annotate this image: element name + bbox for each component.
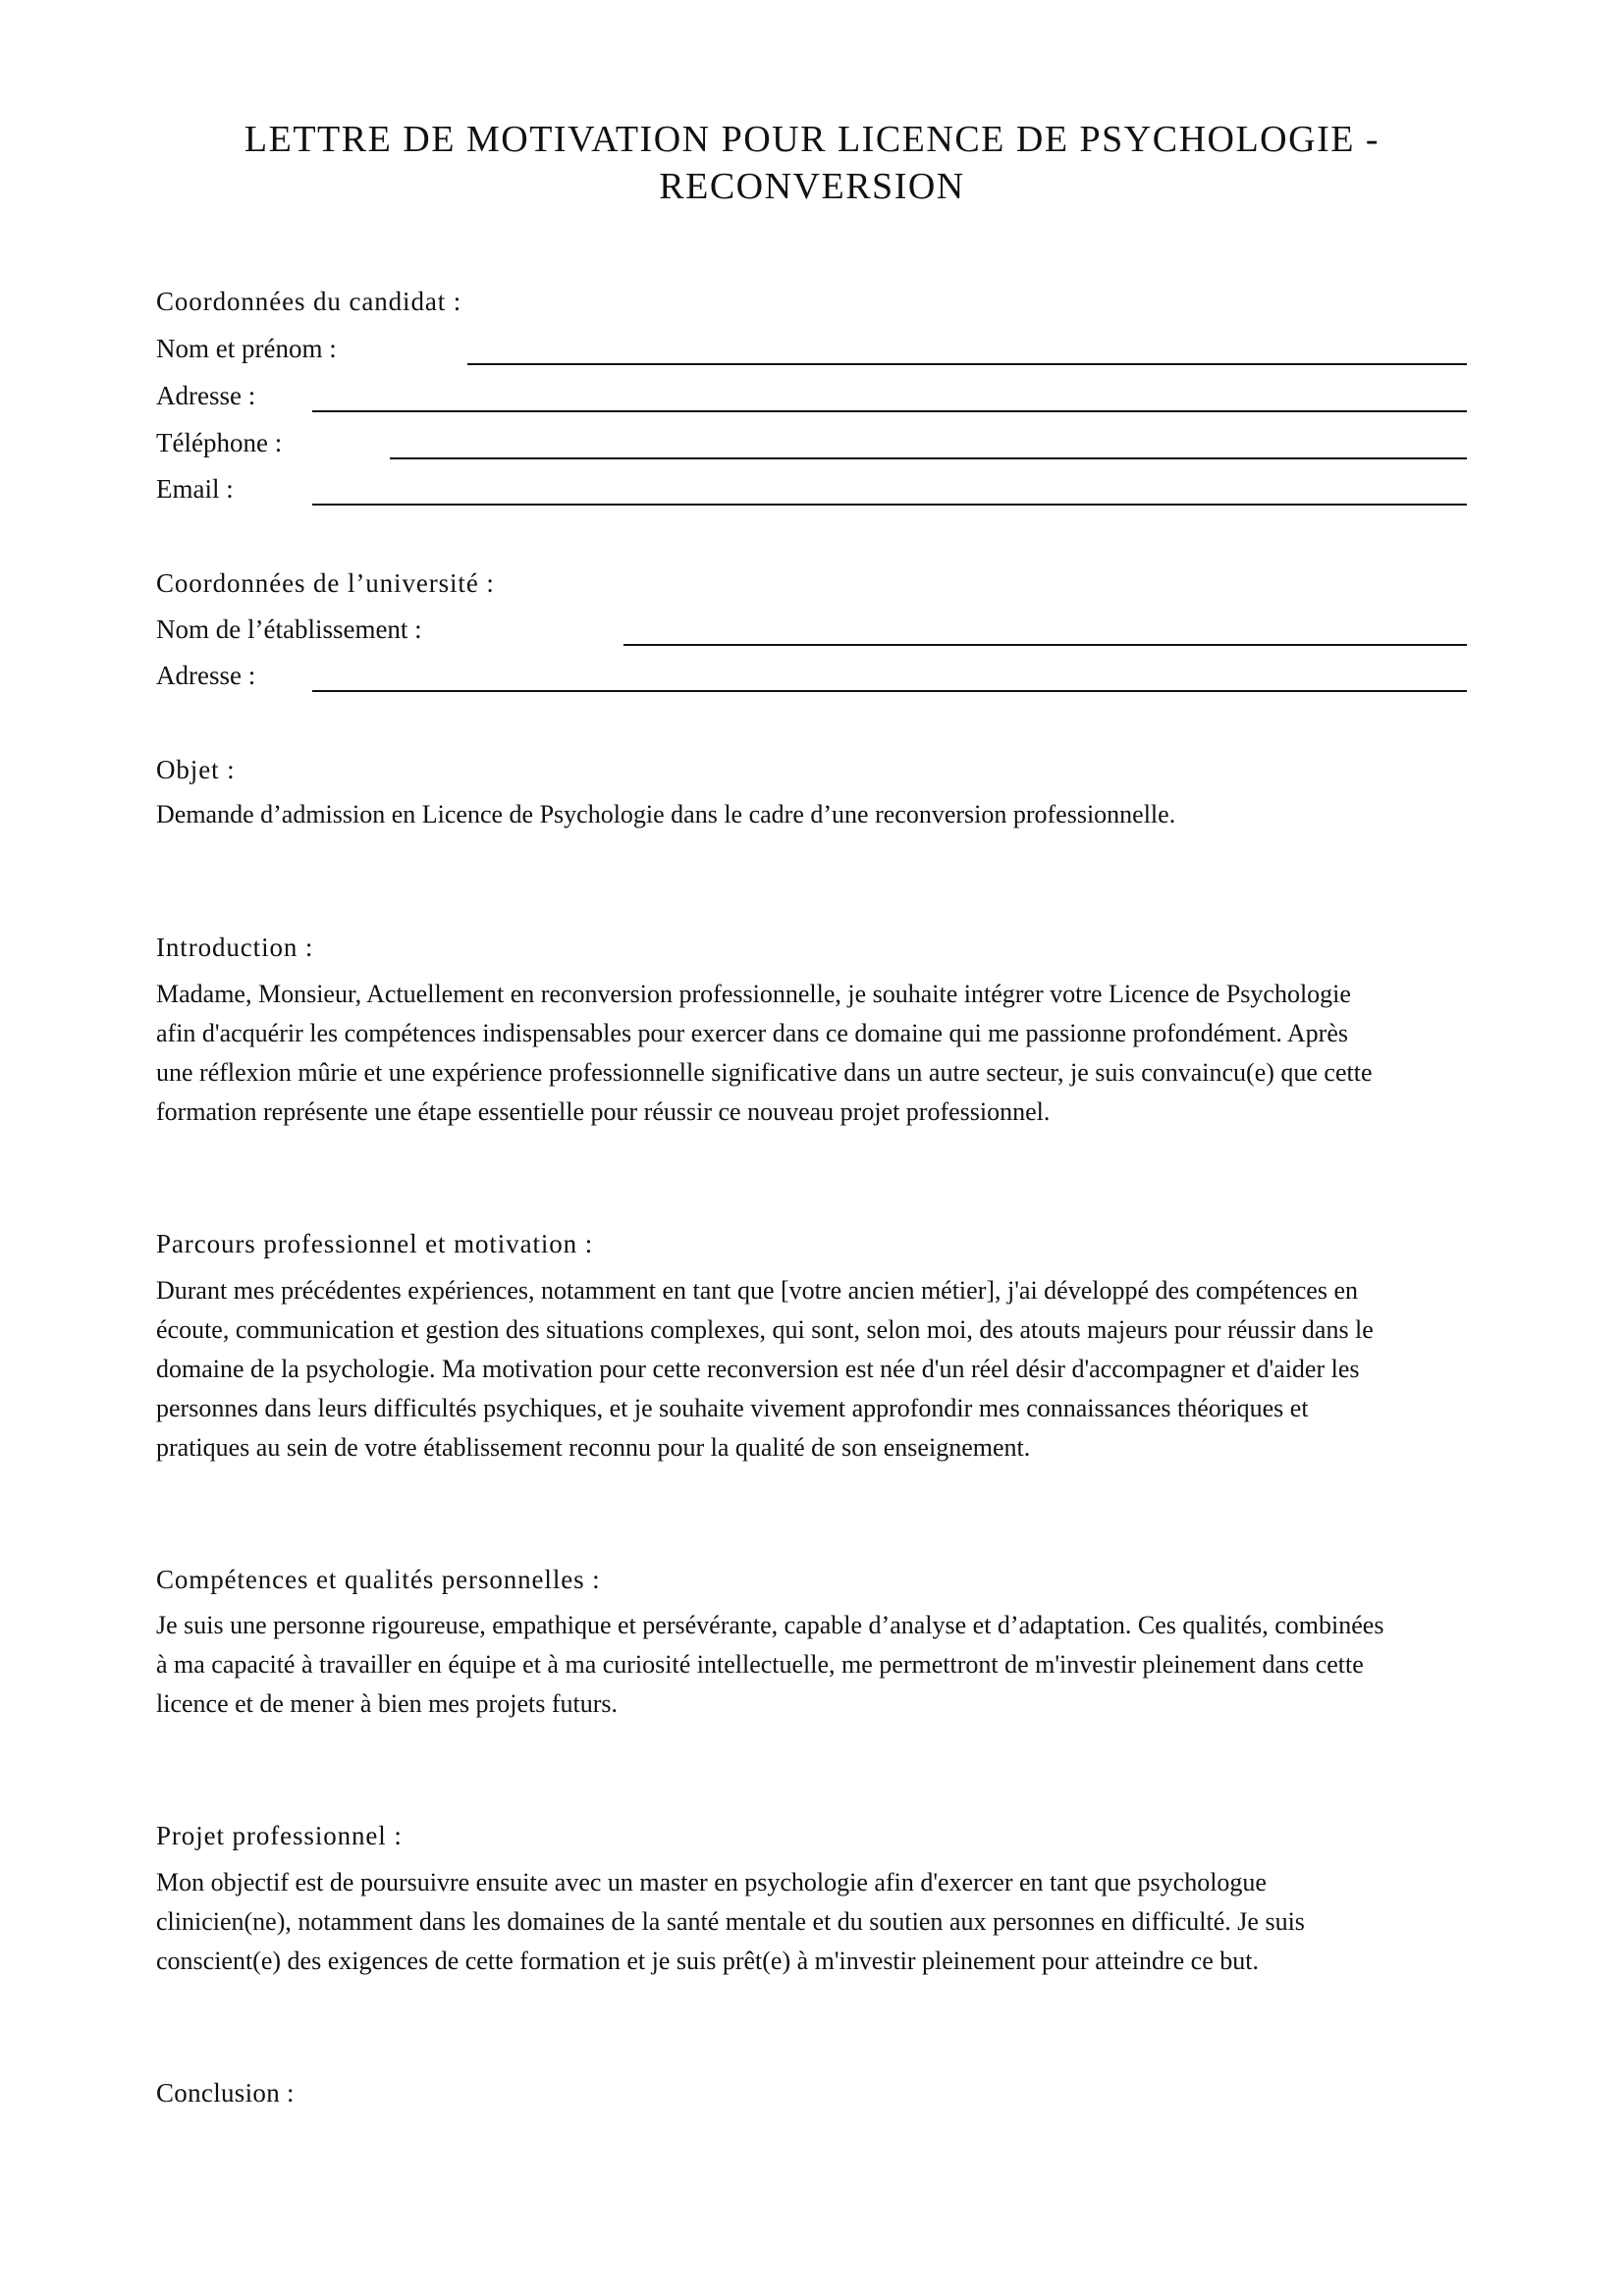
address-field-line[interactable] xyxy=(312,410,1467,412)
skills-paragraph xyxy=(156,1606,1482,1724)
phone-label: Téléphone : xyxy=(156,428,283,457)
name-field-line[interactable] xyxy=(467,363,1467,365)
project-line: Mon objectif est de poursuivre ensuite avec un master en psychologie afin d'exercer en tant que psychologue xyxy=(156,1868,1267,1896)
university-heading: Coordonnées de l’université : xyxy=(156,568,495,598)
email-label: Email : xyxy=(156,474,234,504)
project-paragraph xyxy=(156,1863,1482,1981)
background-line: pratiques au sein de votre établissement reconnu pour la qualité de son enseignement. xyxy=(156,1433,1031,1462)
name-label: Nom et prénom : xyxy=(156,334,337,363)
title-line-1: LETTRE DE MOTIVATION POUR LICENCE DE PSYCHOLOGIE - xyxy=(244,119,1380,160)
introduction-line: une réflexion mûrie et une expérience professionnelle significative dans un autre secteur, je suis convaincu(e) que cette xyxy=(156,1058,1373,1087)
institution-field-line[interactable] xyxy=(623,644,1467,646)
title-line-2: RECONVERSION xyxy=(659,166,965,207)
introduction-line: formation représente une étape essentielle pour réussir ce nouveau projet professionnel. xyxy=(156,1097,1051,1126)
background-line: Durant mes précédentes expériences, notamment en tant que [votre ancien métier], j'ai développé des compétences en xyxy=(156,1276,1358,1305)
introduction-line: afin d'acquérir les compétences indispensables pour exercer dans ce domaine qui me passionne profondément. Après xyxy=(156,1019,1348,1047)
object-heading: Objet : xyxy=(156,755,236,784)
conclusion-heading: Conclusion : xyxy=(156,2078,295,2108)
introduction-line: Madame, Monsieur, Actuellement en reconversion professionnelle, je souhaite intégrer votre Licence de Psychologie xyxy=(156,980,1351,1008)
background-line: domaine de la psychologie. Ma motivation pour cette reconversion est née d'un réel désir d'accompagner et d'aider les xyxy=(156,1355,1360,1383)
introduction-heading: Introduction : xyxy=(156,933,314,962)
background-paragraph xyxy=(156,1271,1482,1468)
project-heading: Projet professionnel : xyxy=(156,1821,403,1850)
address-label: Adresse : xyxy=(156,381,256,410)
introduction-paragraph xyxy=(156,975,1482,1132)
background-line: écoute, communication et gestion des situations complexes, qui sont, selon moi, des atouts majeurs pour réussir dans le xyxy=(156,1315,1374,1344)
page-title xyxy=(157,116,1467,210)
skills-line: à ma capacité à travailler en équipe et à ma curiosité intellectuelle, me permettront de m'investir pleinement dans cette xyxy=(156,1650,1364,1679)
skills-heading: Compétences et qualités personnelles : xyxy=(156,1565,601,1594)
background-heading: Parcours professionnel et motivation : xyxy=(156,1229,594,1258)
email-field-line[interactable] xyxy=(312,504,1467,506)
candidate-heading: Coordonnées du candidat : xyxy=(156,287,462,316)
university-address-field-line[interactable] xyxy=(312,690,1467,692)
project-line: clinicien(ne), notamment dans les domaines de la santé mentale et du soutien aux personnes en difficulté. Je suis xyxy=(156,1907,1305,1936)
background-line: personnes dans leurs difficultés psychiques, et je souhaite vivement approfondir mes connaissances théoriques et xyxy=(156,1394,1309,1422)
skills-line: licence et de mener à bien mes projets futurs. xyxy=(156,1689,618,1718)
object-text: Demande d’admission en Licence de Psychologie dans le cadre d’une reconversion professionnelle. xyxy=(156,800,1176,828)
project-line: conscient(e) des exigences de cette formation et je suis prêt(e) à m'investir pleinement pour atteindre ce but. xyxy=(156,1947,1259,1975)
phone-field-line[interactable] xyxy=(390,457,1467,459)
institution-label: Nom de l’établissement : xyxy=(156,614,422,644)
university-address-label: Adresse : xyxy=(156,661,256,690)
skills-line: Je suis une personne rigoureuse, empathique et persévérante, capable d’analyse et d’adaptation. Ces qualités, combinées xyxy=(156,1611,1384,1639)
